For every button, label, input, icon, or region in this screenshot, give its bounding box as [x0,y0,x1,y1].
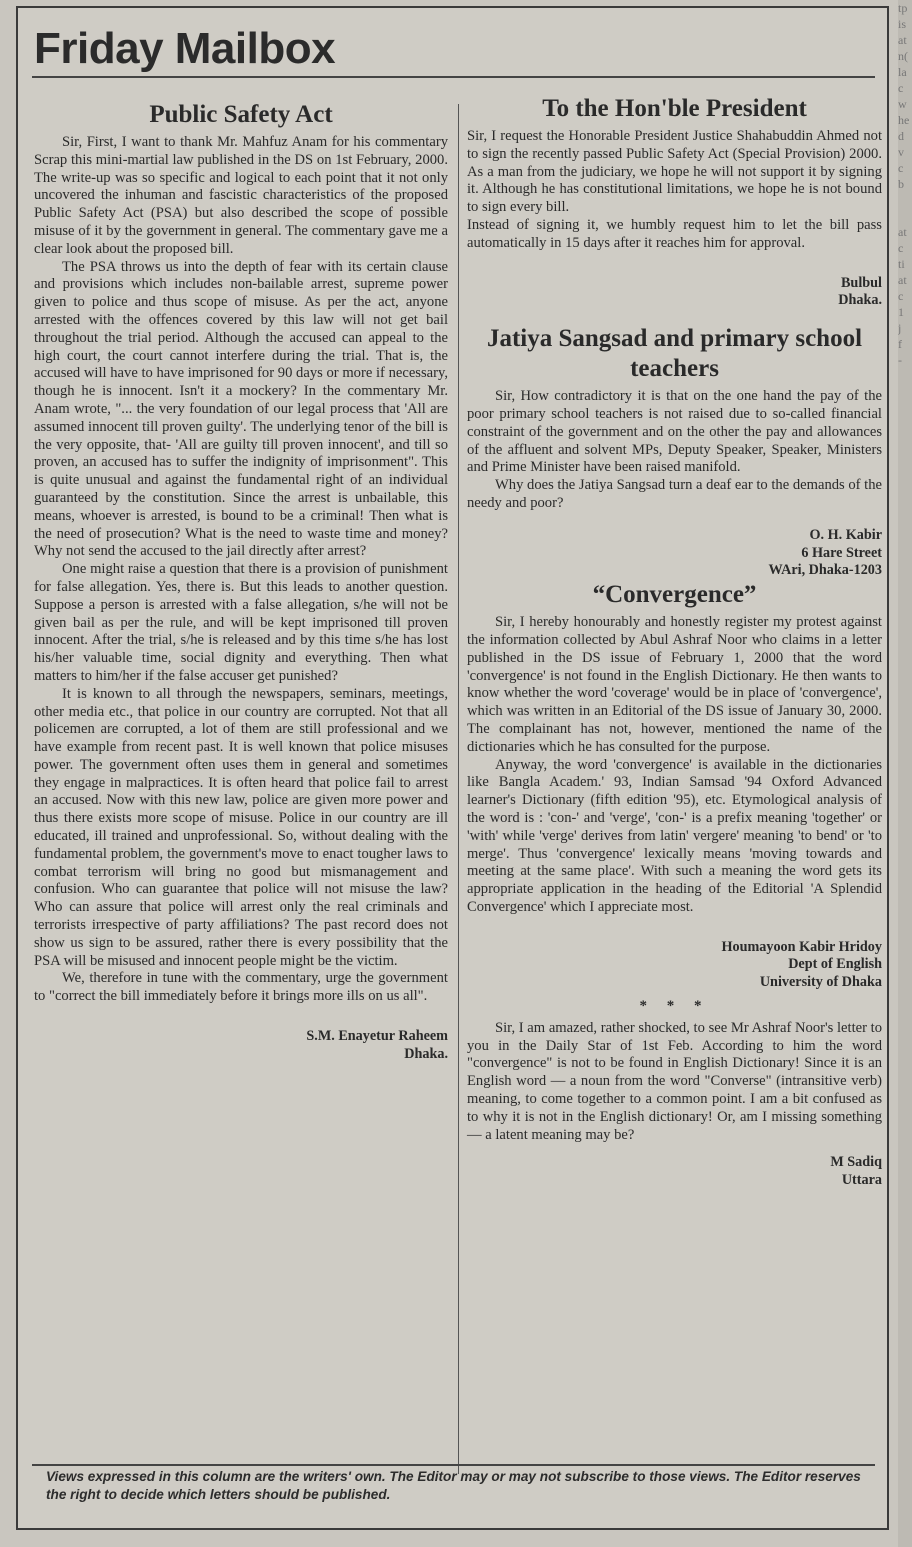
letter-paragraph: Sir, I am amazed, rather shocked, to see Mr Ashraf Noor's letter to you in the Daily Star of 1st Feb. According to him the word "convergence" is not to be found in English Dictionary! Since it is an English word — a noun from the word "Converse" (intransitive verb) meaning, to come together to a common point. I am a bit confused as to why it is not in the English dictionary! Or, am I missing something — a latent meaning may be? [467,1019,882,1143]
letter-title-sangsad: Jatiya Sangsad and primary school teachers [486,325,863,383]
adjacent-page-edge: tp is at n( la c w he d v c b at c ti at c 1 j f - [898,0,912,1547]
letter-separator: * * * [639,998,710,1015]
signature-place: Uttara [841,1172,882,1189]
masthead-rule [32,76,875,78]
letter-paragraph: Why does the Jatiya Sangsad turn a deaf ear to the demands of the needy and poor? [467,477,883,511]
masthead-title: Friday Mailbox [34,24,336,73]
signature-name: S.M. Enayetur Raheem [306,1028,448,1045]
left-column [34,100,448,1064]
letter-paragraph: We, therefore in tune with the commentary, urge the government to "correct the bill immediately before it brings more ills on us all". [34,970,448,1005]
footer-rule [32,1464,875,1466]
letter-paragraph: Sir, How contradictory it is that on the one hand the pay of the poor primary school teachers is not raised due to so-called financial constraint of the government and on the other the pay and allowances of the affluent and solvent MPs, Deputy Speaker, Speaker, Ministers and Prime Minister have been raised manifold. [467,388,882,476]
signature-place: Dhaka. [838,292,882,309]
editorial-disclaimer: Views expressed in this column are the writers' own. The Editor may or may not subscribe to those views. The Editor reserves the right to decide which letters should be published. [46,1469,861,1502]
letter-paragraph: Anyway, the word 'convergence' is available in the dictionaries like Bangla Academ.' 93, Indian Samsad '94 Oxford Advanced learner's Dictionary (fifth edition '95), etc. Etymological analysis of the word is : 'con-' and 'verge', 'con-' is a prefix meaning 'together' or 'with' while 'verge' derives from latin' vergere' meaning 'to bend' or 'to merge'. Thus 'convergence' lexically means 'moving towards and meeting at the same place'. With such a meaning the word gets its appropriate application in the heading of the Editorial 'A Splendid Convergence' which I appreciate most. [467,756,882,915]
signature-name: Bulbul [840,274,882,291]
signature-place: WAri, Dhaka-1203 [768,562,882,579]
signature-name: O. H. Kabir [809,526,882,543]
letter-paragraph: Sir, I hereby honourably and honestly register my protest against the information collected by Abul Ashraf Noor who claims in a letter published in the DS issue of February 1, 2000 that the word 'convergence' is not found in the English Dictionary. He then wants to know whether the word 'coverage' would be in place of 'convergence', which was written in an Editorial of the DS issue of January 30, 2000. The complainant has not, however, mentioned the name of the dictionaries which he has consulted for the purpose. [467,614,882,755]
letter-title-public-safety: Public Safety Act [149,101,333,128]
letter-paragraph: Sir, First, I want to thank Mr. Mahfuz Anam for his commentary Scrap this mini-martial law published in the DS on 1st February, 2000. The write-up was so specific and logical to each point that it not only uncovered the inhuman and fascistic characteristics of the proposed Public Safety Act (PSA) but also described the scope of possible misuse of it by the government in general. The commentary gave me a clear look about the proposed bill. [34,134,448,257]
signature-place: Dhaka. [404,1045,448,1062]
right-column [467,94,882,1190]
mailbox-frame [16,6,889,1530]
signature-address: 6 Hare Street [801,544,882,561]
letter-title-president: To the Hon'ble President [542,95,807,122]
letter-paragraph: The PSA throws us into the depth of fear with its certain clause and provisions which includes non-bailable arrest, supreme power given to police and thus scope of misuse. As per the act, anyone arrested with the offences covered by this law will not get bail throughout the trial period. Although the accused can appeal to the high court, the court cannot interfere during the trial. That is, the accused will have to have imprisoned for 90 days or more if necessary, though he is innocent. Isn't it a mockery? In the commentary Mr. Anam wrote, "... the very foundation of our legal process that 'All are assumed innocent till proven guilty'. The underlying tenor of the bill is the very opposite, that- 'All are guilty till proven innocent', and till so proven, an accused has to suffer the indignity of imprisonment". This is quite unusual and against the fundamental right of an individual guaranteed by the constitution. Since the arrest is unbailable, this means, whoever is arrested, is bound to be a criminal! Then what is the need of prosecution? What is the need to waste time and money? Why not send the accused to the jail directly after arrest? [34,258,448,560]
signature-name: Houmayoon Kabir Hridoy [721,938,882,955]
letter-paragraph: One might raise a question that there is a provision of punishment for false allegation. Yes, there is. But this leads to another question. Suppose a person is arrested with a false allegation, s/he will not be given bail as per the rule, and will be kept imprisoned till proven innocent. After the trial, s/he is released and by this time s/he has lost his/her valuable time, social dignity and everything. Then what matters to him/her if the false accuser get punished? [34,561,448,684]
signature-place: University of Dhaka [759,974,882,991]
letter-paragraph: Instead of signing it, we humbly request him to let the bill pass automatically in 15 days after it reaches him for approval. [467,216,882,251]
signature-dept: Dept of English [788,956,882,973]
signature-name: M Sadiq [830,1154,882,1171]
column-divider [458,104,459,1474]
letter-title-convergence: “Convergence” [592,581,757,609]
letter-paragraph: It is known to all through the newspapers, seminars, meetings, other media etc., that police in our country are corrupted. Not that all policemen are corrupted, a lot of them are still professional and we have example from recent past. It is well known that police misuses power. The government often uses them in general and sometimes they engage in malpractices. It is often heard that police fail to arrest an accused. Now with this new law, police are given more power and thus there exists more scope of misuse. Police in our country are ill educated, ill trained and unprofessional. So, without dealing with the fundamental problem, the government's move to enact tougher laws to combat terrorism will bring no good but mismanagement and confusion. Who can guarantee that police will not misuse the law? Who can assure that police will arrest only the real criminals and terrorists irrespective of party affiliations? The past record does not show us sign to be assured, rather there is every possibility that the PSA will be misused and innocent people might be the victim. [34,685,448,969]
letter-paragraph: Sir, I request the Honorable President Justice Shahabuddin Ahmed not to sign the recently passed Public Safety Act (Special Provision) 2000. As a man from the judiciary, we hope he will not support it by signing it. Although he has constitutional limitations, we hope he is not bound to sign every bill. [467,128,882,216]
